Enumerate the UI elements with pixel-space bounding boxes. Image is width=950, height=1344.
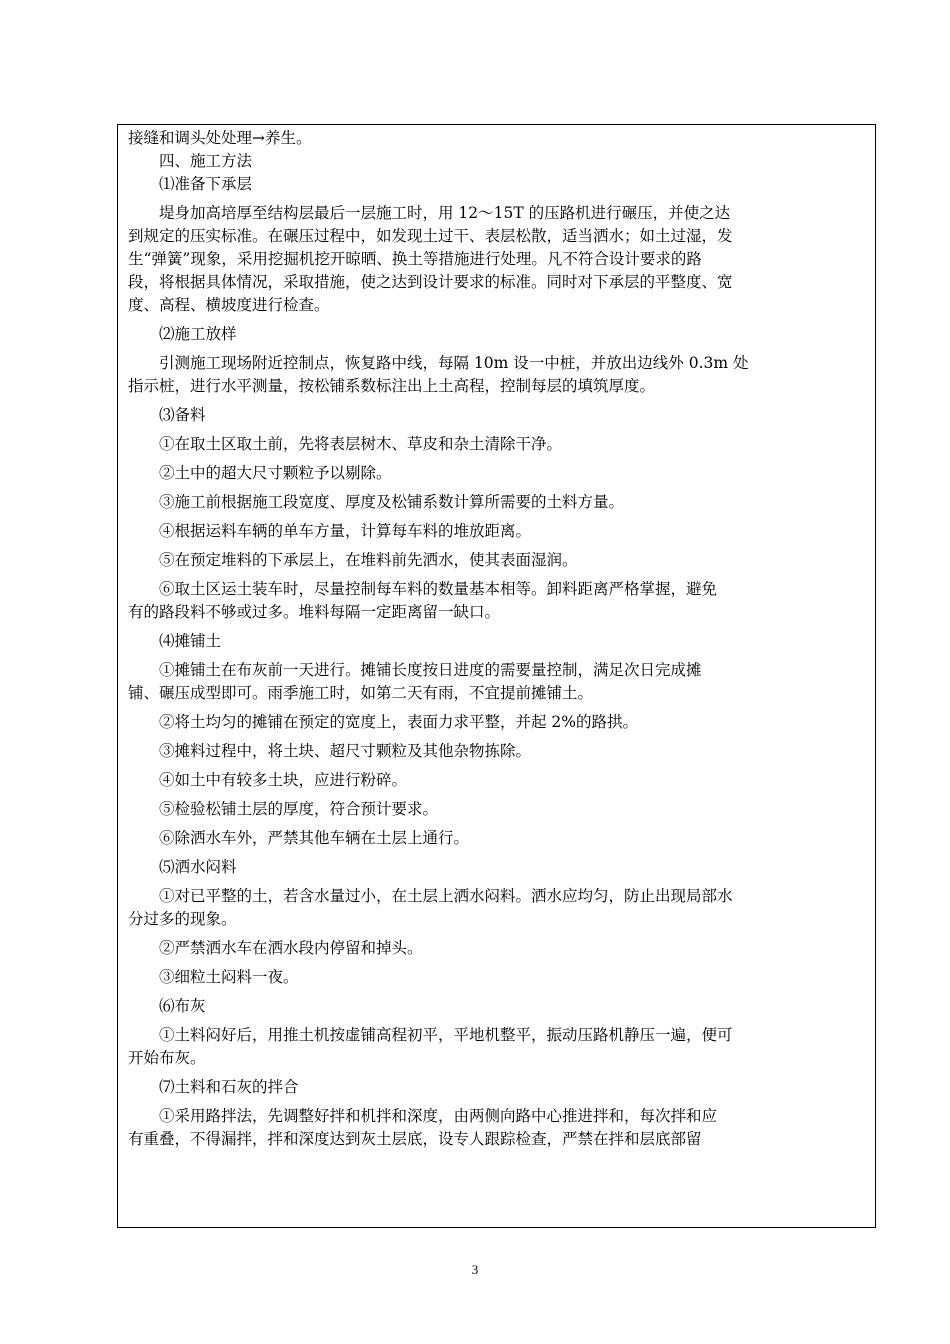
text-line: 指示桩，进行水平测量，按松铺系数标注出上土高程，控制每层的填筑厚度。 bbox=[128, 377, 656, 395]
paragraph bbox=[128, 202, 866, 317]
text-line: 到规定的压实标准。在碾压过程中，如发现土过干、表层松散，适当洒水；如土过湿，发 bbox=[128, 227, 733, 245]
list-item bbox=[128, 578, 866, 624]
text-line: 有的路段料不够或过多。堆料每隔一定距离留一缺口。 bbox=[128, 603, 501, 621]
list-item: ④根据运料车辆的单车方量，计算每车料的堆放距离。 bbox=[159, 522, 532, 540]
subsection-heading: ⑹布灰 bbox=[159, 997, 206, 1015]
list-item bbox=[128, 1024, 866, 1070]
subsection-heading: ⑺土料和石灰的拌合 bbox=[159, 1078, 299, 1096]
list-item: ⑤在预定堆料的下承层上，在堆料前先洒水，使其表面湿润。 bbox=[159, 551, 578, 569]
text-line: 堤身加高培厚至结构层最后一层施工时，用 12～15T 的压路机进行碾压，并使之达 bbox=[159, 204, 731, 222]
list-item: ②将土均匀的摊铺在预定的宽度上，表面力求平整，并起 2%的路拱。 bbox=[159, 713, 639, 731]
list-item: ③摊料过程中，将土块、超尺寸颗粒及其他杂物拣除。 bbox=[159, 742, 532, 760]
content-table-cell bbox=[117, 124, 876, 1228]
text-line: 开始布灰。 bbox=[128, 1049, 206, 1067]
text-line: ⑥取土区运土装车时，尽量控制每车料的数量基本相等。卸料距离严格掌握，避免 bbox=[159, 580, 718, 598]
text-line: 引测施工现场附近控制点，恢复路中线，每隔 10m 设一中桩，并放出边线外 0.3m 处 bbox=[159, 354, 749, 372]
list-item: ⑤检验松铺土层的厚度，符合预计要求。 bbox=[159, 800, 439, 818]
text-line: 接缝和调头处处理→养生。 bbox=[128, 129, 312, 147]
text-line: 有重叠，不得漏拌，拌和深度达到灰土层底，设专人跟踪检查，严禁在拌和层底部留 bbox=[128, 1130, 702, 1148]
text-line: 度、高程、横坡度进行检查。 bbox=[128, 296, 330, 314]
list-item: ③细粒土闷料一夜。 bbox=[159, 968, 299, 986]
text-line: ①采用路拌法，先调整好拌和机拌和深度，由两侧向路中心推进拌和，每次拌和应 bbox=[159, 1107, 718, 1125]
list-item: ③施工前根据施工段宽度、厚度及松铺系数计算所需要的土料方量。 bbox=[159, 493, 625, 511]
text-line: 铺、碾压成型即可。雨季施工时，如第二天有雨，不宜提前摊铺土。 bbox=[128, 684, 594, 702]
text-line: 生“弹簧”现象，采用挖掘机挖开晾晒、换土等措施进行处理。凡不符合设计要求的路 bbox=[128, 250, 702, 268]
subsection-heading: ⑴准备下承层 bbox=[159, 175, 253, 193]
text-line: 分过多的现象。 bbox=[128, 910, 237, 928]
list-item bbox=[128, 1105, 866, 1151]
page-number: 3 bbox=[471, 1262, 479, 1277]
subsection-heading: ⑵施工放样 bbox=[159, 325, 237, 343]
subsection-heading: ⑶备料 bbox=[159, 406, 206, 424]
list-item bbox=[128, 885, 866, 931]
list-item: ②土中的超大尺寸颗粒予以剔除。 bbox=[159, 464, 392, 482]
paragraph bbox=[128, 352, 866, 398]
list-item: ④如土中有较多土块，应进行粉碎。 bbox=[159, 771, 408, 789]
list-item: ②严禁洒水车在洒水段内停留和掉头。 bbox=[159, 939, 423, 957]
section-heading: 四、施工方法 bbox=[159, 152, 253, 170]
text-line: ①摊铺土在布灰前一天进行。摊铺长度按日进度的需要量控制，满足次日完成摊 bbox=[159, 661, 702, 679]
list-item: ⑥除洒水车外，严禁其他车辆在土层上通行。 bbox=[159, 829, 470, 847]
text-line: ①土料闷好后，用推土机按虚铺高程初平，平地机整平，振动压路机静压一遍，便可 bbox=[159, 1026, 733, 1044]
text-line: 段，将根据具体情况，采取措施，使之达到设计要求的标准。同时对下承层的平整度、宽 bbox=[128, 273, 733, 291]
subsection-heading: ⑷摊铺土 bbox=[159, 632, 222, 650]
list-item: ①在取土区取土前，先将表层树木、草皮和杂土清除干净。 bbox=[159, 435, 563, 453]
list-item bbox=[128, 659, 866, 705]
subsection-heading: ⑸洒水闷料 bbox=[159, 858, 237, 876]
text-line: ①对已平整的土，若含水量过小，在土层上洒水闷料。洒水应均匀，防止出现局部水 bbox=[159, 887, 733, 905]
